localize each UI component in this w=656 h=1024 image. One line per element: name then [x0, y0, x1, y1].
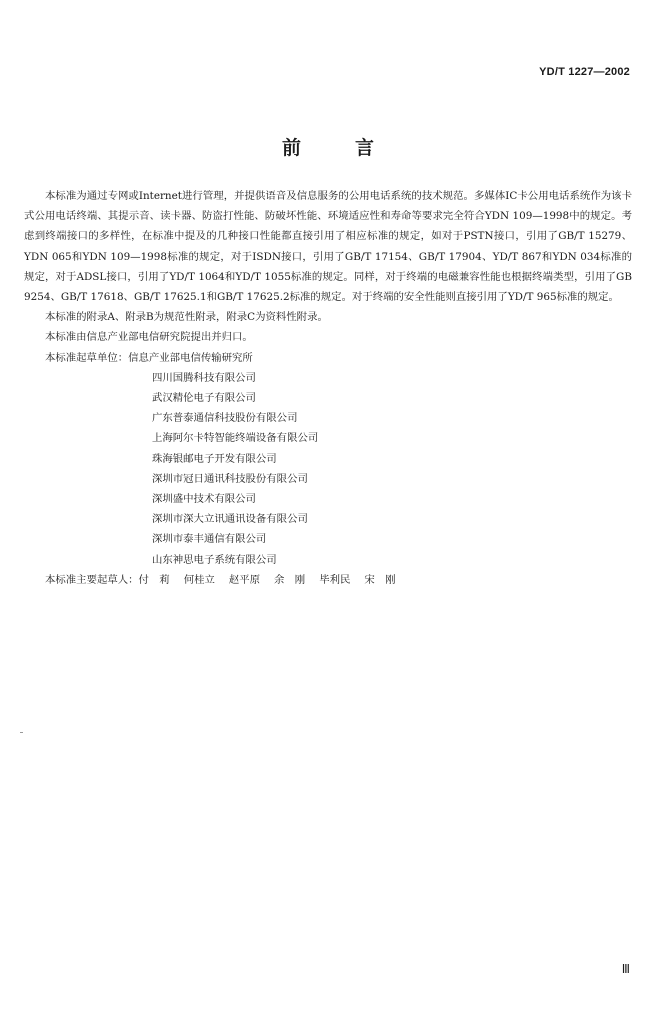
standard-code: YD/T 1227—2002: [539, 66, 630, 78]
drafting-unit: 信息产业部电信传输研究所: [128, 351, 253, 364]
drafting-units-label: 本标准起草单位：: [45, 351, 129, 364]
drafter-name: 余 刚: [274, 573, 306, 586]
page-number: Ⅲ: [621, 962, 630, 976]
intro-paragraph: 本标准为通过专网或Internet进行管理，并提供语音及信息服务的公用电话系统的技术规范。多媒体IC卡公用电话系统作为该卡式公用电话终端、其提示音、读卡器、防盗打性能、防破坏性能、环境适应性和寿命等要求完全符合YDN 109—1998中的规定。考虑到终端接口的多样性，在标准中提及的几种接口性能都直接引用了相应标准的规定，如对于PSTN接口，引用了GB/T 15279、YDN 065和YDN 109—1998标准的规定，对于ISDN接口，引用了GB/T 17154、GB/T 17904、YD/T 867和YDN 034标准的规定，对于ADSL接口，引用了YD/T 1064和YD/T 1055标准的规定。同样，对于终端的电磁兼容性能也根据终端类型，引用了GB 9254、GB/T 17618、GB/T 17625.1和GB/T 17625.2标准的规定。对于终端的安全性能则直接引用了YD/T 965标准的规定。: [24, 190, 632, 304]
drafters-line: [24, 570, 632, 590]
scan-speck: [20, 732, 23, 733]
drafting-unit: 珠海银邮电子开发有限公司: [152, 452, 277, 465]
drafter-name: 付 莉: [138, 573, 170, 586]
drafting-unit: 四川国腾科技有限公司: [152, 371, 256, 384]
drafting-unit: 深圳市泰丰通信有限公司: [152, 533, 267, 546]
drafting-unit: 山东神思电子系统有限公司: [152, 553, 277, 566]
drafting-unit: 广东普泰通信科技股份有限公司: [152, 412, 298, 425]
drafter-name: 赵平原: [228, 573, 261, 586]
drafting-unit: 深圳盛中技术有限公司: [152, 493, 256, 506]
drafters-label: 本标准主要起草人：: [45, 573, 139, 586]
drafting-unit: 上海阿尔卡特智能终端设备有限公司: [152, 432, 319, 445]
drafter-name: 毕利民: [319, 573, 351, 586]
drafting-unit: 深圳市冠日通讯科技股份有限公司: [152, 472, 308, 485]
drafter-name: 宋 刚: [364, 573, 396, 586]
drafter-name: 何桂立: [183, 573, 215, 586]
drafting-unit: 武汉精伦电子有限公司: [152, 392, 256, 405]
annex-statement: 本标准的附录A、附录B为规范性附录，附录C为资料性附录。: [45, 311, 328, 324]
preface-body: [24, 186, 632, 590]
proposer-statement: 本标准由信息产业部电信研究院提出并归口。: [45, 331, 253, 344]
drafting-units-first-line: [24, 348, 632, 368]
drafting-unit: 深圳市深大立讯通讯设备有限公司: [152, 513, 308, 526]
page-title: 前言: [281, 137, 428, 159]
